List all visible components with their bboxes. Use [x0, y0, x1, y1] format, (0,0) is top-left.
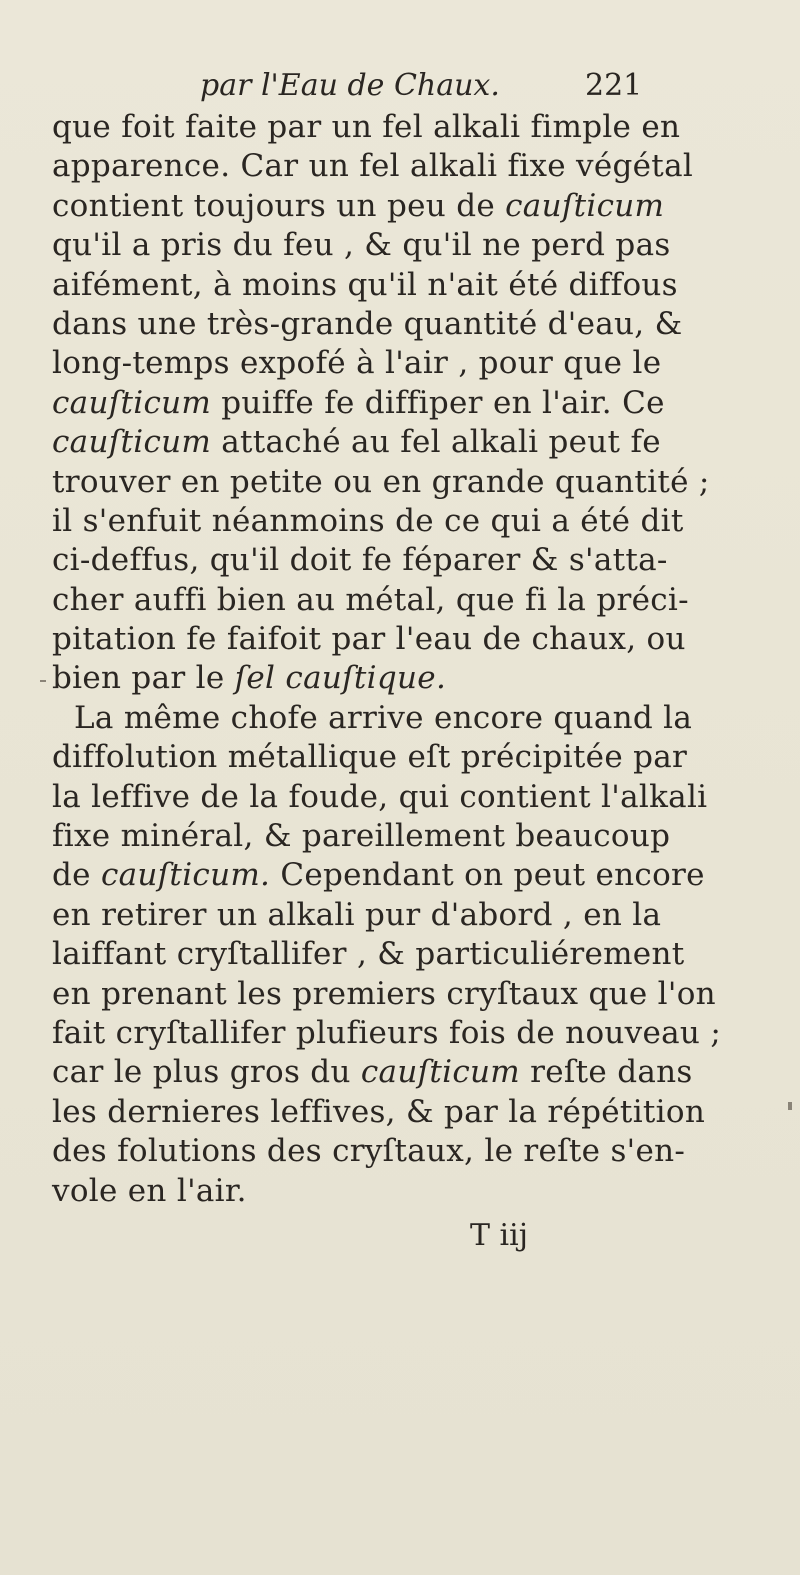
text-line — [52, 975, 772, 1014]
text-line — [52, 778, 772, 817]
text-segment: vole en l'air. — [52, 1172, 247, 1209]
text-segment: fait cryſtallifer plufieurs fois de nouveau ; — [52, 1014, 722, 1051]
text-segment: car le plus gros du — [52, 1054, 361, 1091]
running-title: par l'Eau de Chaux. — [200, 68, 500, 103]
text-line — [52, 896, 772, 935]
text-segment: Cependant on peut encore — [270, 857, 705, 894]
margin-tick — [788, 1102, 792, 1110]
text-line — [52, 581, 772, 620]
text-segment: laiffant cryſtallifer , & particuliérement — [52, 936, 685, 973]
text-segment: pitation fe faifoit par l'eau de chaux, ou — [52, 621, 686, 658]
text-segment: attaché au fel alkali peut fe — [211, 424, 661, 461]
text-segment: qu'il a pris du feu , & qu'il ne perd pas — [52, 227, 671, 264]
italic-term: cauſticum — [52, 384, 212, 421]
text-segment: que foit faite par un fel alkali fimple en — [52, 109, 681, 145]
text-line — [52, 266, 772, 305]
text-line — [52, 817, 772, 856]
text-segment: dans une très-grande quantité d'eau, & — [52, 305, 683, 342]
text-line — [52, 1172, 772, 1211]
text-line — [52, 1093, 772, 1132]
text-segment: des folutions des cryſtaux, le reſte s'en- — [52, 1133, 686, 1170]
text-segment: en prenant les premiers cryſtaux que l'on — [52, 975, 716, 1012]
text-line — [52, 541, 772, 580]
text-segment: aifément, à moins qu'il n'ait été diffous — [52, 266, 678, 303]
text-line — [52, 344, 772, 383]
italic-term: cauſticum — [505, 187, 665, 224]
text-line — [52, 699, 772, 738]
text-segment: reſte dans — [519, 1054, 693, 1091]
text-segment: trouver en petite ou en grande quantité ; — [52, 463, 710, 500]
text-segment: La même chofe arrive encore quand la — [74, 699, 693, 736]
italic-term: cauſticum — [52, 424, 212, 461]
text-segment: il s'enfuit néanmoins de ce qui a été dit — [52, 502, 684, 539]
text-segment: la leffive de la foude, qui contient l'alkali — [52, 778, 708, 815]
text-line — [52, 187, 772, 226]
text-segment: long-temps expofé à l'air , pour que le — [52, 345, 662, 382]
text-segment: de — [52, 857, 101, 894]
text-segment: puiffe fe diffiper en l'air. Ce — [211, 384, 665, 421]
text-line — [52, 738, 772, 777]
text-line — [52, 1132, 772, 1171]
italic-term: ſel cauſtique. — [234, 660, 447, 697]
text-line — [52, 856, 772, 895]
signature-mark: T iij — [470, 1218, 529, 1253]
body-text — [52, 108, 772, 1211]
text-line — [52, 423, 772, 462]
text-segment: bien par le — [52, 660, 235, 697]
text-segment: fixe minéral, & pareillement beaucoup — [52, 818, 671, 855]
text-line — [52, 502, 772, 541]
text-segment: les dernieres leffives, & par la répétition — [52, 1093, 706, 1130]
text-line — [52, 659, 772, 698]
text-line — [52, 935, 772, 974]
text-segment: ci-deffus, qu'il doit fe féparer & s'atta- — [52, 542, 668, 579]
text-segment: en retirer un alkali pur d'abord , en la — [52, 896, 662, 933]
text-line — [52, 384, 772, 423]
text-segment: cher auffi bien au métal, que fi la préci- — [52, 581, 689, 618]
page-header — [200, 68, 643, 108]
text-line — [52, 620, 772, 659]
page-number: 221 — [585, 68, 643, 103]
italic-term: cauſticum. — [100, 857, 271, 894]
text-line — [52, 226, 772, 265]
italic-term: cauſticum — [360, 1054, 520, 1091]
text-segment: apparence. Car un fel alkali fixe végétal — [52, 148, 694, 185]
text-line — [52, 108, 772, 147]
text-line — [52, 463, 772, 502]
text-line — [52, 147, 772, 186]
text-line — [52, 1053, 772, 1092]
text-line — [52, 305, 772, 344]
text-line — [52, 1014, 772, 1053]
margin-tick — [40, 680, 46, 682]
text-segment: diffolution métallique eſt précipitée par — [52, 739, 688, 776]
text-segment: contient toujours un peu de — [52, 187, 506, 224]
